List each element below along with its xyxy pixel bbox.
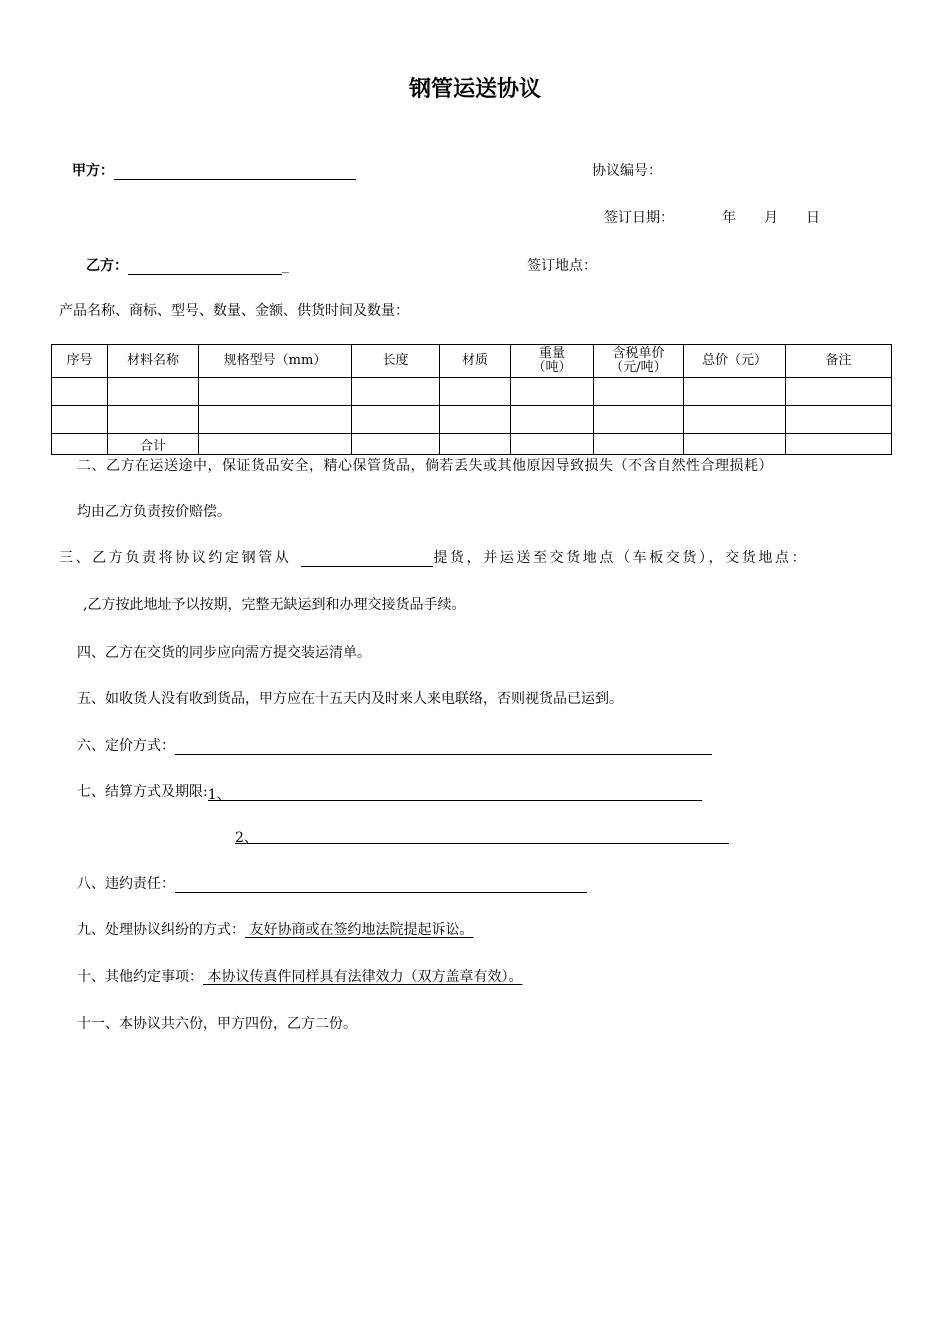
header-cell-weight: 重量 （吨）: [511, 345, 594, 378]
liability-field[interactable]: [175, 876, 587, 893]
table-cell[interactable]: [511, 434, 594, 455]
table-cell[interactable]: [352, 406, 440, 434]
clause-10-label: 十、其他约定事项：: [77, 969, 203, 985]
header-cell-total-price: 总价（元）: [684, 345, 786, 378]
table-cell[interactable]: [199, 406, 352, 434]
party-b-tail: _: [282, 258, 289, 274]
header-cell-remarks: 备注: [786, 345, 892, 378]
clause-3-line-2: ,乙方按此地址予以按期，完整无缺运到和办理交接货品手续。: [83, 597, 466, 613]
table-cell[interactable]: [511, 378, 594, 406]
table-cell[interactable]: [440, 434, 511, 455]
clause-7-label: 七、结算方式及期限:: [77, 784, 208, 800]
clause-3-suffix: 提货，并运送至交货地点（车板交货），交货地点：: [433, 550, 809, 566]
clause-11: 十一、本协议共六份，甲方四份，乙方二份。: [77, 1016, 357, 1032]
clause-2-line-2: 均由乙方负责按价赔偿。: [77, 504, 231, 520]
pickup-location-field[interactable]: [301, 550, 433, 567]
clause-3-prefix: 三、乙方负责将协议约定钢管从: [59, 550, 292, 566]
clause-3-line-1: [59, 547, 808, 567]
party-a-label: 甲方：: [72, 163, 114, 179]
document-title: 钢管运送协议: [408, 77, 541, 102]
header-cell-index: 序号: [52, 345, 108, 378]
table-cell[interactable]: [352, 378, 440, 406]
table-cell[interactable]: [52, 406, 108, 434]
clause-2-line-1: 二、乙方在运送途中，保证货品安全，精心保管货品，倘若丢失或其他原因导致损失（不含自然性合理损耗）: [77, 458, 773, 474]
table-cell[interactable]: [440, 378, 511, 406]
table-cell[interactable]: [352, 434, 440, 455]
party-b-field[interactable]: [128, 258, 282, 275]
table-header-row: [52, 345, 892, 378]
header-cell-spec: 规格型号（mm）: [199, 345, 352, 378]
table-cell[interactable]: [786, 378, 892, 406]
header-cell-grade: 材质: [440, 345, 511, 378]
table-cell[interactable]: [786, 434, 892, 455]
sign-place-label: 签订地点：: [527, 258, 597, 274]
party-a-field[interactable]: [114, 163, 356, 180]
total-label: 合计: [108, 434, 199, 455]
table-cell[interactable]: [52, 434, 108, 455]
clause-6-row: [77, 735, 712, 755]
table-cell[interactable]: [52, 378, 108, 406]
table-cell[interactable]: [594, 378, 684, 406]
table-cell[interactable]: [108, 378, 199, 406]
table-cell[interactable]: [199, 378, 352, 406]
sign-date-year: 年: [722, 210, 736, 226]
clause-10-row: [77, 966, 522, 986]
party-b-label: 乙方：: [86, 258, 128, 274]
settlement-item-1-field[interactable]: [208, 784, 702, 801]
clause-4: 四、乙方在交货的同步应向需方提交装运清单。: [77, 645, 371, 661]
table-row: [52, 406, 892, 434]
clause-8-label: 八、违约责任：: [77, 876, 175, 892]
sign-date-label: 签订日期：: [604, 210, 674, 226]
table-cell[interactable]: [594, 434, 684, 455]
party-b-row: [86, 255, 289, 275]
clause-10-value: 本协议传真件同样具有法律效力（双方盖章有效）。: [203, 969, 523, 985]
clause-5: 五、如收货人没有收到货品，甲方应在十五天内及时来人来电联络，否则视货品已运到。: [77, 691, 623, 707]
settlement-item-2-label: 2、: [235, 830, 258, 846]
sign-date-month: 月: [764, 210, 778, 226]
party-a-row: [72, 160, 356, 180]
table-cell[interactable]: [684, 406, 786, 434]
header-cell-unit-price: 含税单价 （元/吨）: [594, 345, 684, 378]
items-table: [51, 344, 892, 455]
sign-date-day: 日: [806, 210, 820, 226]
table-cell[interactable]: [786, 406, 892, 434]
table-cell[interactable]: [684, 378, 786, 406]
clause-8-row: [77, 873, 587, 893]
table-cell[interactable]: [199, 434, 352, 455]
table-cell[interactable]: [594, 406, 684, 434]
pricing-method-field[interactable]: [175, 738, 712, 755]
clause-9-value: 友好协商或在签约地法院提起诉讼。: [245, 922, 474, 938]
clause-7-row: [77, 781, 702, 801]
table-cell[interactable]: [511, 406, 594, 434]
section1-label: 产品名称、商标、型号、数量、金额、供货时间及数量：: [59, 303, 409, 319]
table-cell[interactable]: [108, 406, 199, 434]
settlement-item-1-label: 1、: [207, 787, 231, 803]
header-cell-length: 长度: [352, 345, 440, 378]
header-cell-material: 材料名称: [108, 345, 199, 378]
settlement-item-2-field[interactable]: [235, 827, 729, 844]
clause-6-label: 六、定价方式：: [77, 738, 175, 754]
table-cell[interactable]: [684, 434, 786, 455]
table-total-row: [52, 434, 892, 455]
clause-7-item-2-row: [235, 827, 729, 844]
table-row: [52, 378, 892, 406]
agreement-no-label: 协议编号：: [592, 163, 662, 179]
clause-9-row: [77, 919, 473, 939]
table-cell[interactable]: [440, 406, 511, 434]
clause-9-label: 九、处理协议纠纷的方式：: [77, 922, 245, 938]
